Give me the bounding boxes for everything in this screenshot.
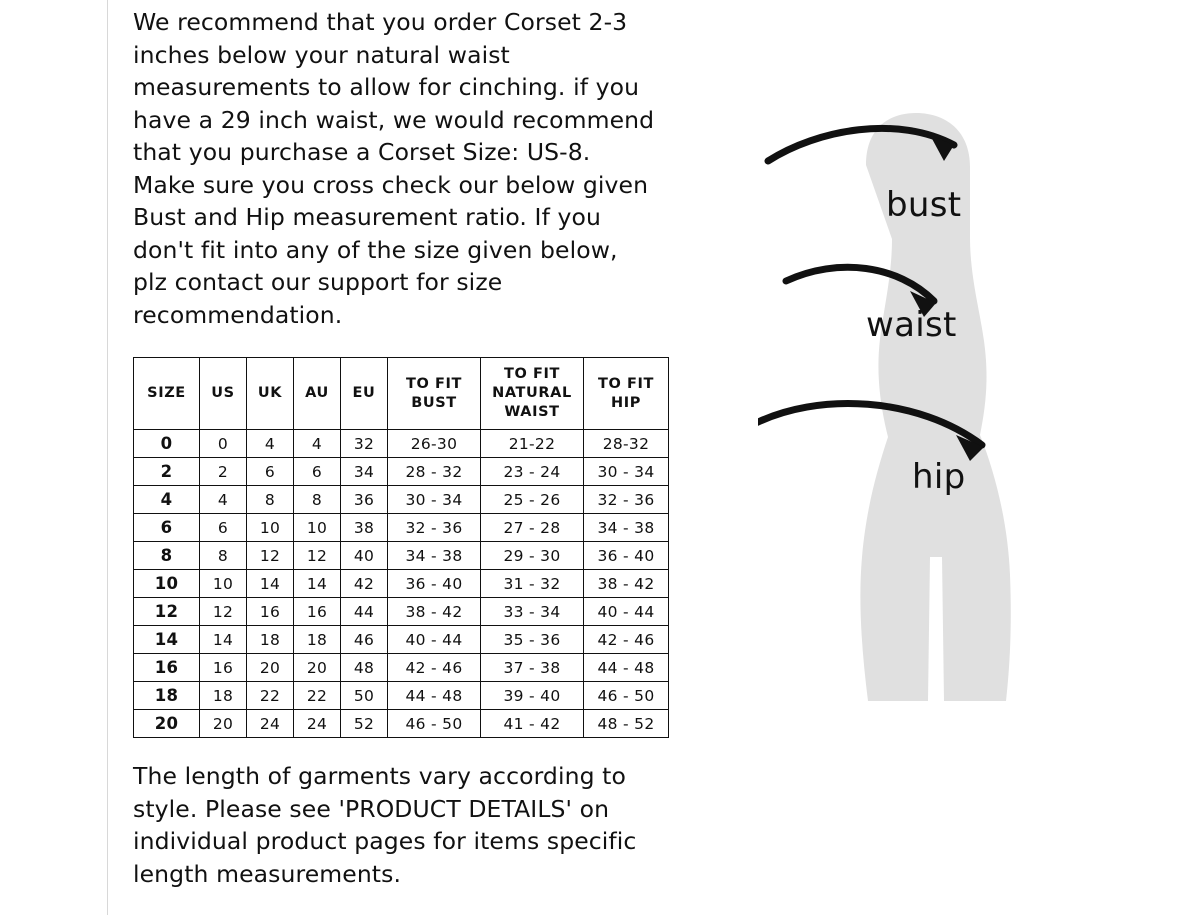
cell-au: 16 xyxy=(294,598,341,626)
cell-waist: 37 - 38 xyxy=(481,654,584,682)
cell-au: 6 xyxy=(294,458,341,486)
column-header-size: SIZE xyxy=(134,358,200,430)
cell-uk: 8 xyxy=(247,486,294,514)
table-row xyxy=(134,626,669,654)
text-column xyxy=(108,0,668,915)
cell-hip: 48 - 52 xyxy=(584,710,669,738)
measurement-figure xyxy=(758,105,1138,785)
cell-size: 16 xyxy=(134,654,200,682)
cell-eu: 38 xyxy=(341,514,388,542)
cell-eu: 46 xyxy=(341,626,388,654)
page-content xyxy=(108,0,1186,915)
cell-us: 16 xyxy=(200,654,247,682)
table-row xyxy=(134,682,669,710)
cell-bust: 36 - 40 xyxy=(388,570,481,598)
table-row xyxy=(134,458,669,486)
cell-waist: 27 - 28 xyxy=(481,514,584,542)
cell-bust: 44 - 48 xyxy=(388,682,481,710)
cell-size: 20 xyxy=(134,710,200,738)
cell-bust: 32 - 36 xyxy=(388,514,481,542)
table-body xyxy=(134,430,669,738)
cell-waist: 25 - 26 xyxy=(481,486,584,514)
cell-size: 6 xyxy=(134,514,200,542)
cell-au: 12 xyxy=(294,542,341,570)
cell-eu: 44 xyxy=(341,598,388,626)
cell-bust: 46 - 50 xyxy=(388,710,481,738)
table-row xyxy=(134,514,669,542)
cell-size: 18 xyxy=(134,682,200,710)
table-header xyxy=(134,358,669,430)
cell-waist: 29 - 30 xyxy=(481,542,584,570)
cell-size: 10 xyxy=(134,570,200,598)
cell-hip: 30 - 34 xyxy=(584,458,669,486)
cell-eu: 48 xyxy=(341,654,388,682)
cell-au: 20 xyxy=(294,654,341,682)
cell-us: 2 xyxy=(200,458,247,486)
outro-paragraph: The length of garments vary according to style. Please see 'PRODUCT DETAILS' on individual product pages for items specific length measurements. xyxy=(133,762,637,888)
size-chart-table xyxy=(133,357,669,738)
cell-au: 4 xyxy=(294,430,341,458)
column-header-us: US xyxy=(200,358,247,430)
cell-size: 2 xyxy=(134,458,200,486)
cell-bust: 30 - 34 xyxy=(388,486,481,514)
cell-size: 14 xyxy=(134,626,200,654)
cell-bust: 42 - 46 xyxy=(388,654,481,682)
cell-waist: 39 - 40 xyxy=(481,682,584,710)
column-header-hip: TO FIT HIP xyxy=(584,358,669,430)
table-row xyxy=(134,598,669,626)
column-header-au: AU xyxy=(294,358,341,430)
cell-uk: 12 xyxy=(247,542,294,570)
column-header-bust: TO FIT BUST xyxy=(388,358,481,430)
cell-waist: 23 - 24 xyxy=(481,458,584,486)
cell-bust: 26-30 xyxy=(388,430,481,458)
cell-bust: 34 - 38 xyxy=(388,542,481,570)
cell-hip: 46 - 50 xyxy=(584,682,669,710)
cell-size: 4 xyxy=(134,486,200,514)
column-header-waist: TO FIT NATURAL WAIST xyxy=(481,358,584,430)
cell-uk: 6 xyxy=(247,458,294,486)
cell-us: 20 xyxy=(200,710,247,738)
cell-us: 12 xyxy=(200,598,247,626)
cell-waist: 21-22 xyxy=(481,430,584,458)
column-header-uk: UK xyxy=(247,358,294,430)
cell-au: 18 xyxy=(294,626,341,654)
waist-label: waist xyxy=(866,305,957,345)
cell-au: 22 xyxy=(294,682,341,710)
cell-us: 18 xyxy=(200,682,247,710)
figure-column xyxy=(668,0,1186,915)
cell-uk: 14 xyxy=(247,570,294,598)
hip-label: hip xyxy=(912,457,966,497)
cell-uk: 18 xyxy=(247,626,294,654)
cell-au: 8 xyxy=(294,486,341,514)
cell-uk: 22 xyxy=(247,682,294,710)
cell-hip: 40 - 44 xyxy=(584,598,669,626)
cell-uk: 24 xyxy=(247,710,294,738)
cell-us: 10 xyxy=(200,570,247,598)
cell-eu: 36 xyxy=(341,486,388,514)
cell-hip: 32 - 36 xyxy=(584,486,669,514)
cell-au: 14 xyxy=(294,570,341,598)
cell-us: 14 xyxy=(200,626,247,654)
cell-bust: 28 - 32 xyxy=(388,458,481,486)
table-row xyxy=(134,710,669,738)
table-row xyxy=(134,486,669,514)
table-row xyxy=(134,542,669,570)
cell-hip: 28-32 xyxy=(584,430,669,458)
cell-eu: 40 xyxy=(341,542,388,570)
cell-bust: 40 - 44 xyxy=(388,626,481,654)
cell-eu: 42 xyxy=(341,570,388,598)
cell-waist: 31 - 32 xyxy=(481,570,584,598)
table-row xyxy=(134,654,669,682)
cell-au: 24 xyxy=(294,710,341,738)
cell-eu: 52 xyxy=(341,710,388,738)
cell-eu: 34 xyxy=(341,458,388,486)
cell-hip: 44 - 48 xyxy=(584,654,669,682)
left-margin-rule xyxy=(0,0,108,915)
cell-bust: 38 - 42 xyxy=(388,598,481,626)
intro-paragraph: We recommend that you order Corset 2-3 inches below your natural waist measurements to allow for cinching. if you have a 29 inch waist, we would recommend that you purchase a Corset Size: US-8. Make sure you cross check our below given Bust and Hip measurement ratio. If you don't fit into any of the size given below, plz contact our support for size recommendation. xyxy=(133,8,655,329)
cell-eu: 32 xyxy=(341,430,388,458)
cell-waist: 41 - 42 xyxy=(481,710,584,738)
bust-label: bust xyxy=(886,185,962,225)
table-header-row xyxy=(134,358,669,430)
cell-us: 0 xyxy=(200,430,247,458)
cell-au: 10 xyxy=(294,514,341,542)
column-header-eu: EU xyxy=(341,358,388,430)
cell-eu: 50 xyxy=(341,682,388,710)
cell-waist: 35 - 36 xyxy=(481,626,584,654)
cell-us: 8 xyxy=(200,542,247,570)
cell-size: 8 xyxy=(134,542,200,570)
cell-us: 4 xyxy=(200,486,247,514)
cell-uk: 16 xyxy=(247,598,294,626)
table-row xyxy=(134,430,669,458)
cell-hip: 42 - 46 xyxy=(584,626,669,654)
cell-size: 12 xyxy=(134,598,200,626)
cell-hip: 36 - 40 xyxy=(584,542,669,570)
cell-size: 0 xyxy=(134,430,200,458)
cell-hip: 34 - 38 xyxy=(584,514,669,542)
cell-waist: 33 - 34 xyxy=(481,598,584,626)
table-row xyxy=(134,570,669,598)
cell-hip: 38 - 42 xyxy=(584,570,669,598)
cell-uk: 4 xyxy=(247,430,294,458)
cell-uk: 20 xyxy=(247,654,294,682)
cell-us: 6 xyxy=(200,514,247,542)
cell-uk: 10 xyxy=(247,514,294,542)
